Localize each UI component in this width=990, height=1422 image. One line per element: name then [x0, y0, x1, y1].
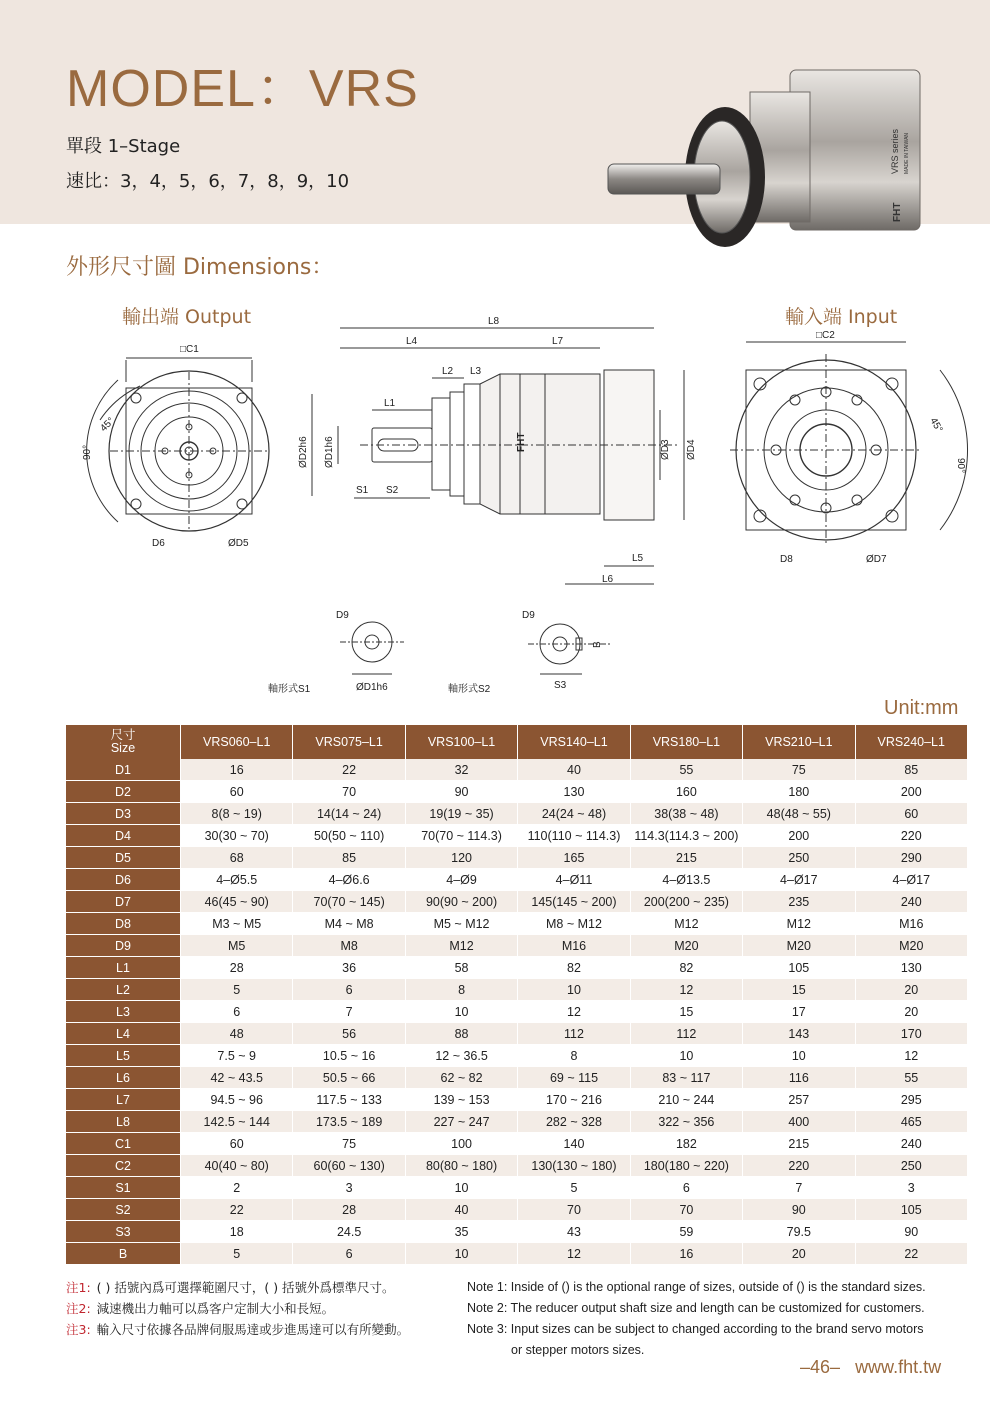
shaft-s1-caption: 軸形式S1 — [268, 684, 311, 695]
body-brand-logo: FHT — [516, 432, 527, 452]
table-cell: 15 — [630, 1001, 742, 1023]
table-cell: 60 — [181, 781, 293, 803]
table-row — [66, 1023, 968, 1045]
table-cell: 112 — [630, 1023, 742, 1045]
table-row — [66, 913, 968, 935]
row-label: L4 — [66, 1023, 181, 1045]
note-zh-text: ( ) 括號內爲可選擇範圍尺寸，( ) 括號外爲標準尺寸。 — [96, 1280, 395, 1295]
table-cell: 215 — [630, 847, 742, 869]
table-cell: 22 — [293, 759, 405, 781]
table-cell: 100 — [405, 1133, 517, 1155]
table-cell: 173.5 ~ 189 — [293, 1111, 405, 1133]
table-cell: 42 ~ 43.5 — [181, 1067, 293, 1089]
column-header: VRS060–L1 — [181, 725, 293, 759]
label-l6: L6 — [602, 574, 614, 585]
row-label: S3 — [66, 1221, 181, 1243]
table-row — [66, 1177, 968, 1199]
table-cell: 90(90 ~ 200) — [405, 891, 517, 913]
label-l7: L7 — [552, 336, 564, 347]
table-cell: 4–Ø17 — [743, 869, 855, 891]
table-cell: 5 — [181, 979, 293, 1001]
column-header: VRS240–L1 — [855, 725, 967, 759]
table-cell: 7 — [743, 1177, 855, 1199]
table-cell: 6 — [293, 1243, 405, 1265]
row-label: L1 — [66, 957, 181, 979]
table-cell: 75 — [743, 759, 855, 781]
table-cell: M5 ~ M12 — [405, 913, 517, 935]
table-cell: 40 — [518, 759, 630, 781]
table-cell: 3 — [855, 1177, 967, 1199]
label-l4: L4 — [406, 336, 418, 347]
table-row — [66, 869, 968, 891]
table-cell: 4–Ø17 — [855, 869, 967, 891]
table-cell: 250 — [743, 847, 855, 869]
row-label: S2 — [66, 1199, 181, 1221]
table-cell: 282 ~ 328 — [518, 1111, 630, 1133]
table-row — [66, 847, 968, 869]
note-zh-label: 注3: — [66, 1322, 91, 1337]
table-cell: M12 — [743, 913, 855, 935]
table-cell: 48 — [181, 1023, 293, 1045]
table-cell: 160 — [630, 781, 742, 803]
table-cell: 112 — [518, 1023, 630, 1045]
label-d6: D6 — [152, 538, 165, 549]
table-cell: 116 — [743, 1067, 855, 1089]
table-cell: 82 — [518, 957, 630, 979]
table-cell: 19(19 ~ 35) — [405, 803, 517, 825]
table-cell: 322 ~ 356 — [630, 1111, 742, 1133]
table-cell: 2 — [181, 1177, 293, 1199]
table-cell: 80(80 ~ 180) — [405, 1155, 517, 1177]
table-cell: 10 — [518, 979, 630, 1001]
row-label: L7 — [66, 1089, 181, 1111]
table-cell: 16 — [181, 759, 293, 781]
table-cell: 20 — [743, 1243, 855, 1265]
table-row — [66, 1089, 968, 1111]
table-cell: 17 — [743, 1001, 855, 1023]
table-cell: 182 — [630, 1133, 742, 1155]
table-cell: 12 — [855, 1045, 967, 1067]
table-cell: 257 — [743, 1089, 855, 1111]
note-en-3-cont: or stepper motors sizes. — [511, 1343, 645, 1357]
table-cell: M20 — [855, 935, 967, 957]
table-cell: 10 — [743, 1045, 855, 1067]
table-cell: 10 — [630, 1045, 742, 1067]
column-header: VRS075–L1 — [293, 725, 405, 759]
note-zh-label: 注2: — [66, 1301, 91, 1316]
table-cell: 82 — [630, 957, 742, 979]
table-cell: 28 — [293, 1199, 405, 1221]
table-cell: 6 — [293, 979, 405, 1001]
table-cell: 5 — [518, 1177, 630, 1199]
note-zh-1 — [66, 1277, 409, 1298]
label-s2: S2 — [386, 485, 399, 496]
table-cell: 20 — [855, 979, 967, 1001]
shaft-s2-caption: 軸形式S2 — [448, 684, 491, 695]
note-en-1: Note 1: Inside of () is the optional range of sizes, outside of () is the standard sizes. — [467, 1280, 926, 1294]
row-label: L8 — [66, 1111, 181, 1133]
table-cell: 4–Ø5.5 — [181, 869, 293, 891]
column-header: VRS100–L1 — [405, 725, 517, 759]
row-label: D2 — [66, 781, 181, 803]
table-row — [66, 1221, 968, 1243]
ratio-text: 速比：3，4，5，6，7，8，9，10 — [66, 171, 350, 192]
row-label: B — [66, 1243, 181, 1265]
table-cell: 94.5 ~ 96 — [181, 1089, 293, 1111]
label-l5: L5 — [632, 553, 644, 564]
table-cell: M16 — [518, 935, 630, 957]
row-label: D6 — [66, 869, 181, 891]
column-header: VRS140–L1 — [518, 725, 630, 759]
table-cell: 465 — [855, 1111, 967, 1133]
table-cell: 130 — [855, 957, 967, 979]
photo-brand-label: FHT — [892, 202, 903, 222]
table-cell: 88 — [405, 1023, 517, 1045]
table-cell: 85 — [855, 759, 967, 781]
table-cell: 7 — [293, 1001, 405, 1023]
label-d7: ØD7 — [866, 554, 887, 565]
table-cell: 117.5 ~ 133 — [293, 1089, 405, 1111]
note-zh-2 — [66, 1298, 409, 1319]
row-label: D9 — [66, 935, 181, 957]
row-label: L3 — [66, 1001, 181, 1023]
table-cell: 290 — [855, 847, 967, 869]
table-cell: 145(145 ~ 200) — [518, 891, 630, 913]
table-cell: 60 — [855, 803, 967, 825]
photo-series-label: VRS series — [890, 128, 900, 174]
note-zh-text: 輸入尺寸依據各品牌伺服馬達或步進馬達可以有所變動。 — [96, 1322, 410, 1337]
table-cell: 10 — [405, 1001, 517, 1023]
table-row — [66, 803, 968, 825]
table-cell: 180 — [743, 781, 855, 803]
table-cell: 4–Ø9 — [405, 869, 517, 891]
table-cell: 170 — [855, 1023, 967, 1045]
table-cell: 235 — [743, 891, 855, 913]
table-cell: 70 — [630, 1199, 742, 1221]
footer — [800, 1357, 941, 1378]
table-cell: 215 — [743, 1133, 855, 1155]
row-label: L6 — [66, 1067, 181, 1089]
table-cell: 130(130 ~ 180) — [518, 1155, 630, 1177]
table-cell: 220 — [855, 825, 967, 847]
table-cell: M5 — [181, 935, 293, 957]
row-label: D7 — [66, 891, 181, 913]
table-cell: 400 — [743, 1111, 855, 1133]
table-cell: 43 — [518, 1221, 630, 1243]
table-cell: M8 — [293, 935, 405, 957]
table-cell: 60(60 ~ 130) — [293, 1155, 405, 1177]
header-size-en: Size — [110, 741, 136, 755]
table-cell: 200 — [855, 781, 967, 803]
output-end-view — [87, 358, 269, 531]
table-cell: 110(110 ~ 114.3) — [518, 825, 630, 847]
table-cell: 220 — [743, 1155, 855, 1177]
table-cell: 69 ~ 115 — [518, 1067, 630, 1089]
table-row — [66, 1243, 968, 1265]
table-cell: 210 ~ 244 — [630, 1089, 742, 1111]
label-c2: □C2 — [816, 330, 835, 341]
table-cell: 139 ~ 153 — [405, 1089, 517, 1111]
table-row — [66, 1067, 968, 1089]
table-cell: 18 — [181, 1221, 293, 1243]
table-row — [66, 1133, 968, 1155]
table-cell: 40 — [405, 1199, 517, 1221]
table-row — [66, 1155, 968, 1177]
label-s1: S1 — [356, 485, 369, 496]
table-cell: 70 — [518, 1199, 630, 1221]
table-cell: 6 — [630, 1177, 742, 1199]
photo-made-in-label: MADE IN TAIWAN — [904, 132, 910, 174]
notes-english — [467, 1277, 967, 1361]
table-cell: 105 — [855, 1199, 967, 1221]
label-d9-s1: D9 — [336, 610, 349, 621]
label-d1-s1: ØD1h6 — [356, 682, 388, 693]
table-cell: 6 — [181, 1001, 293, 1023]
table-row — [66, 1111, 968, 1133]
label-d8: D8 — [780, 554, 793, 565]
table-cell: 40(40 ~ 80) — [181, 1155, 293, 1177]
table-cell: 28 — [181, 957, 293, 979]
label-d1: ØD1h6 — [324, 436, 335, 468]
table-cell: 5 — [181, 1243, 293, 1265]
table-cell: 4–Ø13.5 — [630, 869, 742, 891]
column-header: VRS180–L1 — [630, 725, 742, 759]
stage-text: 單段 1–Stage — [66, 136, 181, 157]
table-cell: 75 — [293, 1133, 405, 1155]
label-s3: S3 — [554, 680, 567, 691]
table-cell: 165 — [518, 847, 630, 869]
table-row — [66, 935, 968, 957]
note-zh-text: 減速機出力軸可以爲客户定制大小和長短。 — [96, 1301, 335, 1316]
table-cell: 114.3(114.3 ~ 200) — [630, 825, 742, 847]
table-cell: 200(200 ~ 235) — [630, 891, 742, 913]
table-cell: 38(38 ~ 48) — [630, 803, 742, 825]
row-label: D4 — [66, 825, 181, 847]
row-label: D3 — [66, 803, 181, 825]
table-cell: 140 — [518, 1133, 630, 1155]
table-cell: 143 — [743, 1023, 855, 1045]
unit-label: Unit:mm — [884, 697, 959, 719]
label-d3: ØD3 — [660, 439, 671, 460]
table-cell: M8 ~ M12 — [518, 913, 630, 935]
table-row — [66, 1045, 968, 1067]
shaft-s2-view — [528, 624, 610, 674]
section-title: 外形尺寸圖 Dimensions： — [66, 255, 334, 280]
note-zh-label: 注1: — [66, 1280, 91, 1295]
label-d4: ØD4 — [686, 439, 697, 460]
table-cell: 58 — [405, 957, 517, 979]
table-cell: 14(14 ~ 24) — [293, 803, 405, 825]
table-cell: M12 — [405, 935, 517, 957]
table-cell: 250 — [855, 1155, 967, 1177]
table-cell: 24.5 — [293, 1221, 405, 1243]
table-row — [66, 891, 968, 913]
table-cell: M20 — [743, 935, 855, 957]
table-cell: 22 — [181, 1199, 293, 1221]
table-cell: 8 — [518, 1045, 630, 1067]
header-size — [66, 725, 181, 759]
label-b: B — [592, 641, 603, 648]
row-label: L2 — [66, 979, 181, 1001]
table-cell: 85 — [293, 847, 405, 869]
input-end-view — [730, 342, 968, 546]
table-cell: 200 — [743, 825, 855, 847]
shaft-s1-view — [340, 622, 404, 674]
label-c1: □C1 — [180, 344, 199, 355]
table-row — [66, 1199, 968, 1221]
label-l2: L2 — [442, 366, 454, 377]
gearbox-product-photo — [600, 62, 930, 262]
table-cell: 55 — [630, 759, 742, 781]
note-zh-3 — [66, 1319, 409, 1340]
row-label: S1 — [66, 1177, 181, 1199]
table-cell: 16 — [630, 1243, 742, 1265]
dimension-drawing — [0, 300, 990, 710]
note-en-3: Note 3: Input sizes can be subject to changed according to the brand servo motors — [467, 1322, 924, 1336]
table-row — [66, 781, 968, 803]
label-45-input: 45° — [927, 416, 945, 435]
table-cell: 55 — [855, 1067, 967, 1089]
table-cell: 180(180 ~ 220) — [630, 1155, 742, 1177]
label-d9-s2: D9 — [522, 610, 535, 621]
table-row — [66, 1001, 968, 1023]
table-header-row — [66, 725, 968, 759]
table-row — [66, 957, 968, 979]
row-label: C1 — [66, 1133, 181, 1155]
table-cell: 35 — [405, 1221, 517, 1243]
row-label: L5 — [66, 1045, 181, 1067]
table-cell: 12 ~ 36.5 — [405, 1045, 517, 1067]
table-cell: 12 — [518, 1243, 630, 1265]
notes-chinese — [66, 1277, 409, 1340]
row-label: D1 — [66, 759, 181, 781]
table-cell: 60 — [181, 1133, 293, 1155]
table-cell: 3 — [293, 1177, 405, 1199]
table-row — [66, 979, 968, 1001]
table-cell: 46(45 ~ 90) — [181, 891, 293, 913]
table-cell: 240 — [855, 891, 967, 913]
table-cell: M12 — [630, 913, 742, 935]
page-number: –46– — [800, 1357, 841, 1377]
table-cell: 4–Ø11 — [518, 869, 630, 891]
table-cell: 295 — [855, 1089, 967, 1111]
table-cell: 10.5 ~ 16 — [293, 1045, 405, 1067]
label-l3: L3 — [470, 366, 482, 377]
table-cell: 56 — [293, 1023, 405, 1045]
input-side-label: 輸入端 Input — [785, 306, 898, 328]
label-d2: ØD2h6 — [298, 436, 309, 468]
label-90-input: 90° — [955, 458, 966, 474]
table-cell: 59 — [630, 1221, 742, 1243]
table-cell: 22 — [855, 1243, 967, 1265]
table-cell: 20 — [855, 1001, 967, 1023]
table-cell: 90 — [855, 1221, 967, 1243]
table-cell: M3 ~ M5 — [181, 913, 293, 935]
table-cell: 12 — [518, 1001, 630, 1023]
side-view — [312, 328, 684, 584]
table-cell: 90 — [405, 781, 517, 803]
table-row — [66, 759, 968, 781]
label-45-output: 45° — [98, 415, 117, 435]
table-cell: 130 — [518, 781, 630, 803]
table-cell: 227 ~ 247 — [405, 1111, 517, 1133]
website-link[interactable]: www.fht.tw — [855, 1357, 942, 1377]
label-l8: L8 — [488, 316, 500, 327]
table-cell: 62 ~ 82 — [405, 1067, 517, 1089]
model-title: MODEL：VRS — [66, 60, 419, 118]
spec-table — [66, 725, 968, 1265]
row-label: D8 — [66, 913, 181, 935]
table-cell: 50(50 ~ 110) — [293, 825, 405, 847]
table-cell: 142.5 ~ 144 — [181, 1111, 293, 1133]
table-cell: 4–Ø6.6 — [293, 869, 405, 891]
table-cell: 50.5 ~ 66 — [293, 1067, 405, 1089]
note-en-2: Note 2: The reducer output shaft size and length can be customized for customers. — [467, 1301, 925, 1315]
table-cell: 70(70 ~ 114.3) — [405, 825, 517, 847]
label-l1: L1 — [384, 398, 396, 409]
table-cell: 8(8 ~ 19) — [181, 803, 293, 825]
header-size-zh: 尺寸 — [110, 728, 136, 742]
table-cell: M4 ~ M8 — [293, 913, 405, 935]
table-cell: 105 — [743, 957, 855, 979]
table-cell: 170 ~ 216 — [518, 1089, 630, 1111]
table-cell: M16 — [855, 913, 967, 935]
table-cell: 24(24 ~ 48) — [518, 803, 630, 825]
table-cell: M20 — [630, 935, 742, 957]
label-90-output: 90° — [82, 444, 93, 460]
table-cell: 10 — [405, 1243, 517, 1265]
table-cell: 8 — [405, 979, 517, 1001]
table-cell: 83 ~ 117 — [630, 1067, 742, 1089]
table-cell: 32 — [405, 759, 517, 781]
table-cell: 240 — [855, 1133, 967, 1155]
table-cell: 70(70 ~ 145) — [293, 891, 405, 913]
table-cell: 15 — [743, 979, 855, 1001]
table-cell: 10 — [405, 1177, 517, 1199]
table-cell: 70 — [293, 781, 405, 803]
label-d5: ØD5 — [228, 538, 249, 549]
table-cell: 12 — [630, 979, 742, 1001]
table-cell: 36 — [293, 957, 405, 979]
table-cell: 7.5 ~ 9 — [181, 1045, 293, 1067]
table-cell: 120 — [405, 847, 517, 869]
table-cell: 68 — [181, 847, 293, 869]
row-label: C2 — [66, 1155, 181, 1177]
table-cell: 90 — [743, 1199, 855, 1221]
table-cell: 48(48 ~ 55) — [743, 803, 855, 825]
row-label: D5 — [66, 847, 181, 869]
column-header: VRS210–L1 — [743, 725, 855, 759]
table-row — [66, 825, 968, 847]
table-cell: 79.5 — [743, 1221, 855, 1243]
table-cell: 30(30 ~ 70) — [181, 825, 293, 847]
output-side-label: 輸出端 Output — [122, 306, 252, 328]
